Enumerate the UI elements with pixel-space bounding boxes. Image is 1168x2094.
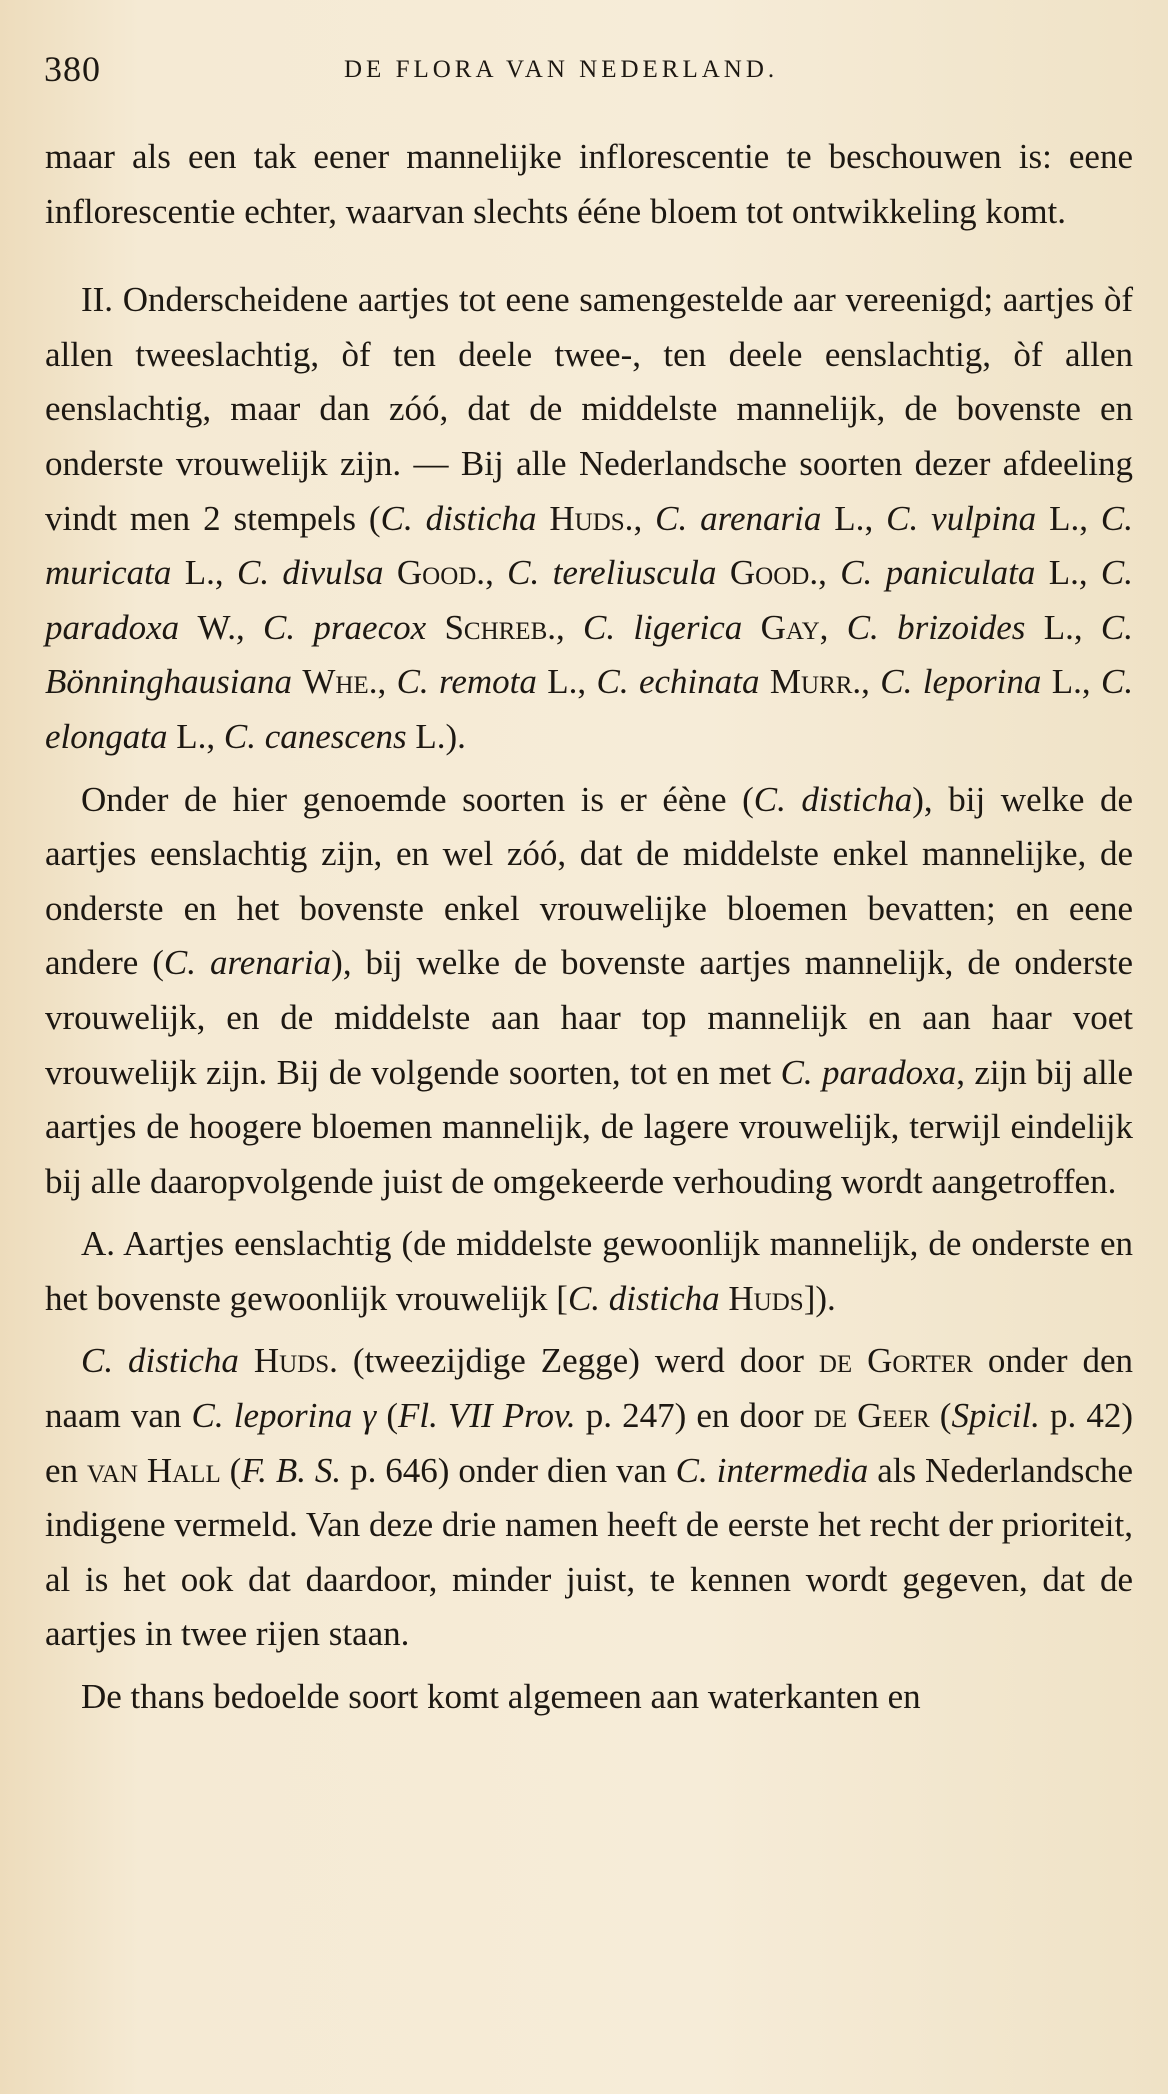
paragraph-4: A. Aartjes eenslachtig (de middelste gewoonlijk mannelijk, de onderste en het bovenste gewoonlijk vrouwelijk [C. disticha Huds]). — [45, 1224, 1133, 1318]
author-name: Good. — [396, 553, 486, 593]
species-name: C. divulsa — [236, 553, 384, 593]
author-name: W. — [197, 607, 237, 647]
author-name: L. — [415, 716, 446, 756]
species-name: C. arenaria — [163, 943, 332, 983]
paragraph-2 — [45, 273, 1133, 764]
author-name: Good. — [729, 553, 819, 593]
running-title: DE FLORA VAN NEDERLAND. — [344, 56, 779, 83]
species-name: C. intermedia — [675, 1450, 869, 1490]
page-number: 380 — [44, 49, 101, 89]
paragraph-6: De thans bedoelde soort komt algemeen aan waterkanten en — [81, 1677, 921, 1717]
paragraph-1: maar als een tak eener mannelijke inflorescentie te beschouwen is: eene inflorescentie echter, waarvan slechts ééne bloem tot ontwikkeling komt. — [45, 137, 1133, 231]
author-name: L. — [1049, 498, 1080, 538]
author-name: Huds. — [253, 1341, 338, 1381]
species-name: C. paradoxa — [45, 553, 1134, 647]
author-name: van Hall — [86, 1450, 221, 1490]
page-header — [44, 48, 1124, 94]
paragraph-2-intro: II. Onderscheidene aartjes tot eene samengestelde aar vereenigd; aartjes òf allen tweeslachtig, òf ten deele twee-, ten deele eenslachtig, òf allen eenslachtig, maar dan zóó, dat de middelste mannelijk, de bovenste en onderste vrouwelijk zijn. — Bij alle Nederlandsche soorten dezer afdeeling vindt men 2 stempels ( — [45, 280, 1133, 538]
species-name: C. tereliuscula — [507, 553, 717, 593]
author-name: de Gorter — [818, 1341, 973, 1381]
species-name: C. Bönninghausiana — [45, 607, 1133, 702]
author-name: Schreb. — [444, 607, 557, 647]
author-name: Huds — [728, 1278, 804, 1318]
species-name: C. disticha — [753, 779, 913, 819]
publication-title: F. B. S. — [241, 1450, 342, 1490]
author-name: L. — [1051, 662, 1082, 702]
species-name: C. ligerica — [583, 607, 743, 647]
species-name: C. paniculata — [840, 553, 1036, 593]
species-name: C. paradoxa — [780, 1052, 957, 1092]
species-name: C. leporina — [880, 662, 1042, 702]
species-name: C. elongata — [45, 662, 1134, 756]
species-name: C. canescens — [223, 716, 407, 756]
author-name: Gay — [760, 607, 820, 647]
author-name: de Geer — [813, 1396, 930, 1436]
paragraph-5: C. disticha Huds. (tweezijdige Zegge) werd door de Gorter onder den naam van C. leporina γ (Fl. VII Prov. p. 247) en door de Geer (Spicil. p. 42) en van Hall (F. B. S. p. 646) onder dien van C. intermedia als Nederlandsche indigene vermeld. Van deze drie namen heeft de eerste het recht der prioriteit, al is het ook dat daardoor, minder juist, te kennen wordt gegeven, dat de aartjes in twee rijen staan. — [45, 1341, 1134, 1654]
publication-title: Spicil. — [951, 1396, 1040, 1436]
author-name: L. — [547, 662, 578, 702]
body-text — [45, 130, 1133, 1725]
author-name: L. — [176, 716, 207, 756]
publication-title: Fl. VII Prov. — [398, 1396, 576, 1436]
species-name: C. leporina γ — [191, 1396, 377, 1436]
species-list: C. disticha Huds., C. arenaria L., C. vulpina L., C. muricata L., C. divulsa Good., C. tereliuscula Good., C. paniculata L., C. paradoxa W., C. praecox Schreb., C. ligerica Gay, C. brizoides L., C. Bönninghausiana Whe., C. remota L., C. echinata Murr., C. leporina L., C. elongata L., C. canescens L.). — [45, 498, 1134, 756]
author-name: Huds. — [549, 498, 634, 538]
species-name: C. brizoides — [846, 607, 1026, 647]
species-name: C. muricata — [45, 498, 1134, 593]
species-name: C. disticha — [567, 1278, 720, 1318]
species-name: C. echinata — [596, 662, 760, 702]
paragraph-3: Onder de hier genoemde soorten is er éène (C. disticha), bij welke de aartjes eenslachtig zijn, en wel zóó, dat de middelste enkel mannelijke, de onderste en het bovenste enkel vrouwelijke bloemen bevatten; en eene andere (C. arenaria), bij welke de bovenste aartjes mannelijk, de onderste vrouwelijk, en de middelste aan haar top mannelijk en aan haar voet vrouwelijk zijn. Bij de volgende soorten, tot en met C. paradoxa, zijn bij alle aartjes de hoogere bloemen mannelijk, de lagere vrouwelijk, terwijl eindelijk bij alle daaropvolgende juist de omgekeerde verhouding wordt aangetroffen. — [45, 779, 1134, 1201]
species-name: C. disticha — [81, 1341, 239, 1381]
species-name: C. praecox — [263, 607, 427, 647]
species-name: C. remota — [396, 662, 537, 702]
species-name: C. arenaria — [655, 498, 822, 538]
author-name: Whe. — [302, 662, 378, 702]
author-name: L. — [1048, 553, 1079, 593]
author-name: Murr. — [769, 662, 862, 702]
species-name: C. disticha — [380, 498, 537, 538]
author-name: L. — [834, 498, 865, 538]
author-name: L. — [1043, 607, 1074, 647]
author-name: L. — [184, 553, 215, 593]
species-name: C. vulpina — [886, 498, 1037, 538]
